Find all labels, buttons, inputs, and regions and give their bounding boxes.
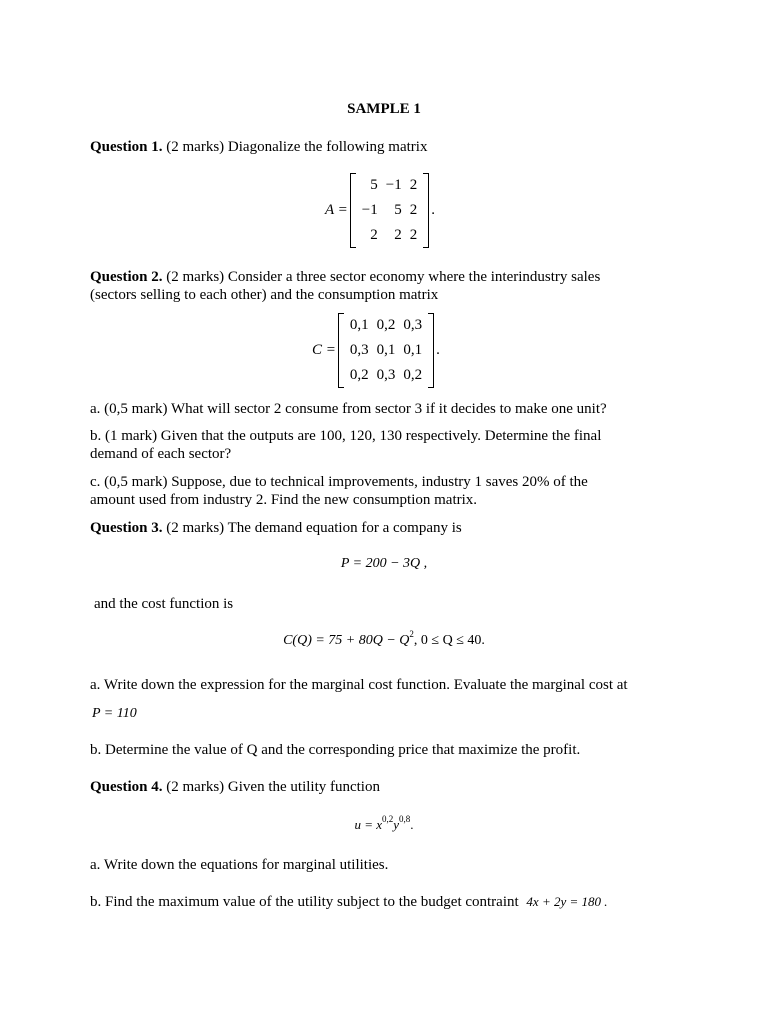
cost-equation-main: C(Q) = 75 + 80Q − Q [283,633,410,648]
matrix-a [325,173,435,248]
question-2b-line1: b. (1 mark) Given that the outputs are 100, 120, 130 respectively. Determine the final [90,428,602,444]
matrix-a-cell: −1 [361,202,378,218]
utility-function [0,814,768,833]
matrix-a-cell: 2 [394,227,402,243]
matrix-a-cell: −1 [385,177,402,193]
question-2-label: Question 2. [90,269,163,285]
question-2-text-cont: (sectors selling to each other) and the consumption matrix [90,287,439,303]
question-4-text: (2 marks) Given the utility function [162,779,380,795]
question-3-label: Question 3. [90,520,163,536]
question-4a: a. Write down the equations for marginal utilities. [90,857,389,873]
matrix-c-cell: 0,2 [403,367,423,383]
question-2c-line2: amount used from industry 2. Find the new consumption matrix. [90,492,478,508]
matrix-c [312,313,440,388]
matrix-c-cell: 0,1 [376,342,396,358]
utility-exponent-x: 0,2 [382,814,394,824]
demand-equation [0,556,768,572]
question-3-text: (2 marks) The demand equation for a company is [162,520,462,536]
matrix-a-cell: 2 [409,177,418,193]
matrix-c-cell: 0,2 [349,367,369,383]
question-1-heading [90,138,427,156]
cost-function-intro: and the cost function is [94,596,234,612]
question-3-heading [90,519,462,537]
question-1-text: (2 marks) Diagonalize the following matrix [162,139,428,155]
matrix-a-period: . [431,202,435,218]
cost-equation-exponent: 2 [409,629,414,639]
matrix-c-cell: 0,1 [349,317,369,333]
page-title: SAMPLE 1 [347,101,421,117]
utility-function-y: y [393,817,400,832]
matrix-c-cell: 0,3 [403,317,423,333]
question-3a: a. Write down the expression for the marginal cost function. Evaluate the marginal cost at [90,677,628,693]
utility-function-end: . [410,817,414,832]
question-4-heading [90,778,380,796]
question-4b-text: b. Find the maximum value of the utility subject to the budget contraint [90,894,519,910]
matrix-a-cell: 5 [370,177,378,193]
demand-equation-text: P = 200 − 3Q , [340,556,428,571]
matrix-c-cell: 0,3 [376,367,396,383]
question-2-heading [90,268,600,304]
matrix-a-cell: 5 [394,202,402,218]
question-2a: a. (0,5 mark) What will sector 2 consume from sector 3 if it decides to make one unit? [90,401,607,417]
question-3a-value: P = 110 [92,706,137,721]
utility-exponent-y: 0,8 [399,814,411,824]
utility-function-base: u = x [354,817,382,832]
question-1-label: Question 1. [90,139,163,155]
matrix-a-name: A = [325,202,348,218]
question-4-label: Question 4. [90,779,163,795]
matrix-a-cell: 2 [409,227,418,243]
question-2c [90,473,588,509]
cost-equation [0,629,768,649]
question-4b [90,893,608,911]
matrix-c-period: . [436,342,440,358]
matrix-c-name: C = [312,342,336,358]
question-3b: b. Determine the value of Q and the corresponding price that maximize the profit. [90,742,581,758]
question-2c-line1: c. (0,5 mark) Suppose, due to technical improvements, industry 1 saves 20% of the [90,474,588,490]
budget-constraint: 4x + 2y = 180 . [526,894,608,909]
matrix-a-cell: 2 [409,202,418,218]
matrix-a-cell: 2 [370,227,378,243]
matrix-c-cell: 0,1 [403,342,423,358]
cost-equation-domain: , 0 ≤ Q ≤ 40. [413,633,485,648]
question-2b-line2: demand of each sector? [90,446,232,462]
matrix-c-cell: 0,2 [376,317,396,333]
question-2b [90,427,601,463]
matrix-c-cell: 0,3 [349,342,369,358]
question-2-text: (2 marks) Consider a three sector economy where the interindustry sales [162,269,601,285]
